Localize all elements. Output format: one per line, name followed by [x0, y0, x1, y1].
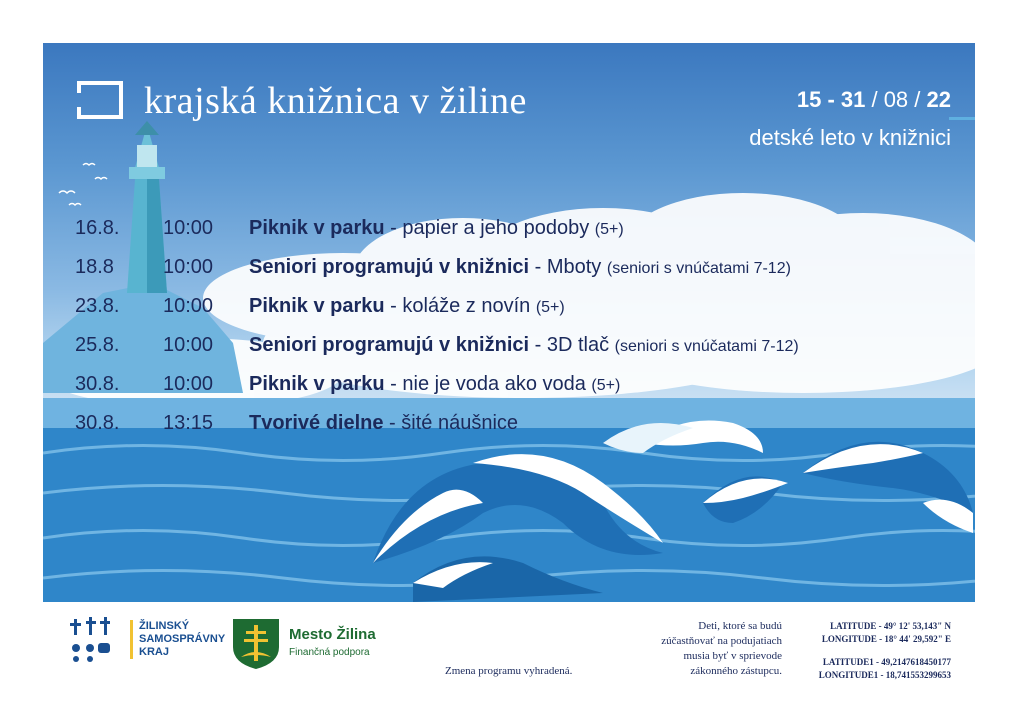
- zilina-support: Finančná podpora: [289, 647, 370, 658]
- date-year: 22: [926, 87, 951, 112]
- event-time: 10:00: [163, 295, 214, 317]
- zilina-name: Mesto Žilina: [289, 626, 376, 643]
- zsk-label: [130, 620, 225, 659]
- event-time: 10:00: [163, 256, 214, 278]
- event-dates: [797, 87, 951, 113]
- date-range: 15 - 31: [796, 87, 866, 112]
- event-description: [249, 256, 791, 279]
- date-month: / 08 /: [865, 87, 927, 112]
- event-date: 25.8.: [75, 334, 120, 356]
- event-detail: - koláže z novín: [384, 295, 536, 317]
- poster-banner: [43, 43, 975, 602]
- guardian-line: musia byť v sprievode: [683, 650, 782, 662]
- zilina-shield-icon: [231, 617, 281, 671]
- event-detail: - Mboty: [529, 256, 607, 278]
- event-date: 30.8.: [75, 412, 120, 434]
- zsk-line: SAMOSPRÁVNY: [139, 633, 226, 645]
- guardian-notice: [620, 619, 782, 679]
- zsk-coat-of-arms-icon: [70, 615, 126, 663]
- library-logo-icon: [77, 81, 123, 119]
- event-date: 18.8: [75, 256, 114, 278]
- event-title: Tvorivé dielne: [249, 412, 384, 434]
- event-time: 10:00: [163, 334, 214, 356]
- event-time: 10:00: [163, 373, 214, 395]
- event-title: Piknik v parku: [249, 217, 385, 239]
- event-detail: - 3D tlač: [529, 334, 615, 356]
- event-note: (seniori s vnúčatami 7-12): [606, 260, 791, 277]
- latitude: LATITUDE - 49° 12' 53,143" N: [830, 621, 951, 631]
- event-title: Piknik v parku: [249, 373, 385, 395]
- event-date: 30.8.: [75, 373, 120, 395]
- event-description: [249, 295, 565, 318]
- event-title: Piknik v parku: [249, 295, 385, 317]
- coordinates: [795, 620, 951, 682]
- event-detail: - papier a jeho podoby: [384, 217, 595, 239]
- zsk-line: KRAJ: [139, 646, 169, 658]
- date-underline: [949, 117, 975, 120]
- event-time: 13:15: [163, 412, 214, 434]
- event-date: 16.8.: [75, 217, 120, 239]
- event-title: Seniori programujú v knižnici: [249, 256, 530, 278]
- event-description: [249, 334, 799, 357]
- event-note: (5+): [591, 377, 621, 394]
- event-title: Seniori programujú v knižnici: [249, 334, 530, 356]
- event-description: [249, 217, 624, 240]
- library-name: krajská knižnica v žiline: [144, 80, 527, 122]
- birds: [59, 164, 107, 206]
- event-time: 10:00: [163, 217, 214, 239]
- program-note: Zmena programu vyhradená.: [445, 665, 573, 677]
- zsk-line: ŽILINSKÝ: [139, 620, 190, 632]
- guardian-line: Deti, ktoré sa budú: [698, 620, 782, 632]
- lighthouse-illustration: [127, 121, 167, 293]
- event-description: [249, 373, 620, 396]
- event-subtitle: detské leto v knižnici: [749, 125, 951, 150]
- event-description: [249, 412, 518, 435]
- guardian-line: zúčastňovať na podujatiach: [661, 635, 782, 647]
- event-note: (5+): [594, 221, 624, 238]
- event-detail: - nie je voda ako voda: [384, 373, 592, 395]
- event-detail: - šité náušnice: [383, 412, 519, 434]
- latitude-decimal: LATITUDE1 - 49,2147618450177: [822, 657, 951, 667]
- guardian-line: zákonného zástupcu.: [690, 665, 782, 677]
- longitude: LONGITUDE - 18° 44' 29,592" E: [821, 634, 951, 644]
- event-note: (seniori s vnúčatami 7-12): [614, 338, 799, 355]
- longitude-decimal: LONGITUDE1 - 18,741553299653: [818, 670, 951, 680]
- event-date: 23.8.: [75, 295, 120, 317]
- event-note: (5+): [535, 299, 565, 316]
